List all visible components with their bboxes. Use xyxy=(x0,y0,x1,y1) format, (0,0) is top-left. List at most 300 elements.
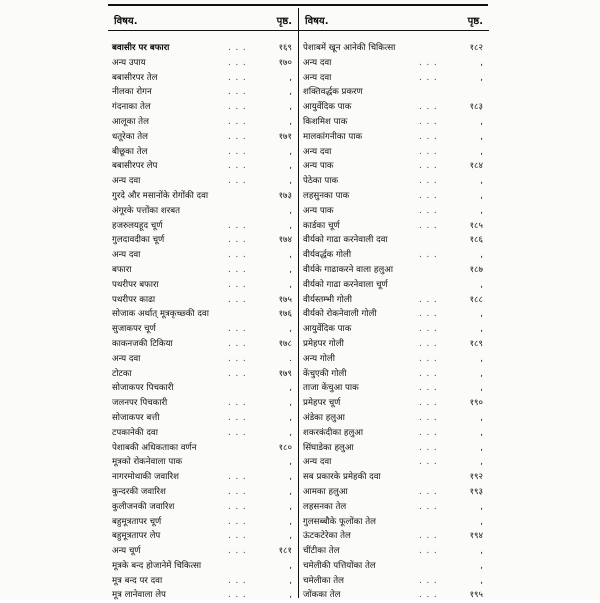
index-entry xyxy=(299,130,489,145)
entry-page-number: . xyxy=(289,353,292,364)
entry-page-number: १७५ xyxy=(278,294,292,305)
index-table xyxy=(108,8,488,601)
index-entry xyxy=(299,337,489,352)
entry-title: सब प्रकारके प्रमेहकी दवा xyxy=(303,472,381,483)
left-entry-list xyxy=(108,31,298,603)
entry-title: बीछूका तेल xyxy=(112,146,148,157)
entry-leader-dots: . . . xyxy=(419,383,438,394)
right-column-header xyxy=(299,8,489,31)
index-entry xyxy=(108,159,298,174)
entry-leader-dots: . . . xyxy=(419,146,438,157)
entry-page-number: १७९ xyxy=(278,368,292,379)
entry-leader-dots: . . . xyxy=(419,338,438,349)
entry-page-number: , xyxy=(480,501,483,512)
index-entry xyxy=(108,529,298,544)
entry-page-number: , xyxy=(480,575,483,586)
entry-title: जोंकका तेल xyxy=(303,590,341,601)
index-entry xyxy=(108,174,298,189)
entry-page-number: , xyxy=(480,324,483,335)
subject-heading: विषय. xyxy=(305,16,329,27)
index-entry xyxy=(299,544,489,559)
entry-title: सोजाक अर्थात् मूत्रकृच्छ्की दवा xyxy=(112,309,209,320)
entry-title: किशमिश पाक xyxy=(303,116,348,127)
entry-title: आयुर्वेदिक पाक xyxy=(303,102,352,113)
entry-title: बवासीर पर बफारा xyxy=(112,43,170,53)
entry-leader-dots: . . . xyxy=(228,43,247,53)
index-entry xyxy=(108,100,298,115)
entry-leader-dots: . . . xyxy=(419,531,438,542)
entry-page-number: , xyxy=(289,457,292,468)
index-entry xyxy=(299,441,489,456)
entry-page-number: , xyxy=(289,575,292,586)
entry-title: धतूरेका तेल xyxy=(112,131,148,142)
entry-page-number: , xyxy=(289,161,292,172)
entry-title: अन्य दवा xyxy=(112,353,141,364)
entry-title: शकरकंदीका हलुआ xyxy=(303,427,364,438)
index-entry xyxy=(299,233,489,248)
index-entry xyxy=(108,426,298,441)
entry-page-number: १८६ xyxy=(469,235,483,246)
entry-title: चमेलीकी पत्तियोंका तेल xyxy=(303,560,376,571)
entry-leader-dots: . . . xyxy=(228,220,247,231)
entry-leader-dots: . . . xyxy=(228,72,247,83)
index-entry xyxy=(299,115,489,130)
index-entry xyxy=(108,41,298,56)
entry-title: लहसनका तेल xyxy=(303,501,347,512)
entry-page-number: १९० xyxy=(469,398,483,409)
entry-leader-dots: . . . xyxy=(228,264,247,275)
index-entry xyxy=(299,71,489,86)
entry-title: वीर्यवर्द्धक गोली xyxy=(303,250,352,261)
entry-title: चमेलीका तेल xyxy=(303,575,344,586)
entry-title: अन्य दवा xyxy=(112,250,141,261)
index-entry xyxy=(299,322,489,337)
entry-page-number: १९५ xyxy=(469,590,483,601)
entry-page-number: , xyxy=(480,72,483,83)
entry-leader-dots: . . . xyxy=(228,250,247,261)
entry-leader-dots: . . . xyxy=(419,176,438,187)
entry-title: ऊंटकटेरेका तेल xyxy=(303,531,351,542)
index-entry xyxy=(299,145,489,160)
entry-page-number: , xyxy=(289,116,292,127)
index-entry xyxy=(108,337,298,352)
index-entry xyxy=(299,426,489,441)
entry-page-number: १९४ xyxy=(469,531,483,542)
entry-leader-dots: . . . xyxy=(228,546,247,557)
top-rule xyxy=(108,4,488,6)
entry-leader-dots: . . . xyxy=(228,338,247,349)
index-entry xyxy=(108,189,298,204)
entry-title: पेशाबकी अधिकताका वर्णन xyxy=(112,442,197,453)
entry-title: सोजाकपर बत्ती xyxy=(112,412,160,423)
entry-title: वीर्यस्तम्भी गोली xyxy=(303,294,352,305)
page-heading: पृष्ठ. xyxy=(467,16,483,27)
index-entry xyxy=(108,588,298,603)
entry-title: जलनपर पिचकारी xyxy=(112,398,168,409)
entry-title: टपकानेकी दवा xyxy=(112,427,158,438)
left-column-header xyxy=(108,8,298,31)
entry-title: मालकांगनीका पाक xyxy=(303,131,363,142)
index-entry xyxy=(108,381,298,396)
entry-leader-dots: . . . xyxy=(419,398,438,409)
entry-page-number: , xyxy=(480,309,483,320)
entry-page-number: , xyxy=(289,590,292,601)
index-entry xyxy=(108,115,298,130)
entry-page-number: , xyxy=(289,560,292,571)
entry-title: हजरुलयहूद चूर्ण xyxy=(112,220,163,231)
entry-leader-dots: . . . xyxy=(228,516,247,527)
entry-leader-dots: . . . xyxy=(228,279,247,290)
index-entry xyxy=(299,500,489,515)
index-entry xyxy=(108,470,298,485)
entry-page-number: १९२ xyxy=(469,472,483,483)
entry-title: वीर्यको गाढा करनेवाला चूर्ण xyxy=(303,279,388,290)
index-entry xyxy=(108,559,298,574)
index-entry xyxy=(299,248,489,263)
index-entry xyxy=(299,352,489,367)
entry-page-number: , xyxy=(289,531,292,542)
index-entry xyxy=(108,500,298,515)
entry-title: अन्य चूर्ण xyxy=(112,546,141,557)
index-entry xyxy=(299,529,489,544)
entry-leader-dots: . . . xyxy=(419,368,438,379)
entry-leader-dots: . . . xyxy=(419,501,438,512)
entry-title: सिंघाडेका हलुआ xyxy=(303,442,354,453)
index-entry xyxy=(299,411,489,426)
index-entry xyxy=(299,204,489,219)
entry-title: पेठेका पाक xyxy=(303,176,339,187)
entry-title: अन्य गोली xyxy=(303,353,335,364)
entry-leader-dots: . . . xyxy=(228,87,247,98)
entry-title: बबासीरपर तेल xyxy=(112,72,158,83)
entry-title: आलूका तेल xyxy=(112,116,149,127)
entry-leader-dots: . . . xyxy=(419,294,438,305)
entry-title: मूत्र लानेवाला लेप xyxy=(112,590,166,601)
entry-page-number: , xyxy=(480,250,483,261)
entry-leader-dots: . . . xyxy=(228,176,247,187)
entry-page-number: , xyxy=(480,427,483,438)
entry-leader-dots: . . . xyxy=(228,116,247,127)
entry-leader-dots: . . . xyxy=(419,575,438,586)
entry-page-number: , xyxy=(289,427,292,438)
entry-title: अन्य दवा xyxy=(303,57,332,68)
entry-page-number: १८८ xyxy=(469,294,483,305)
index-entry xyxy=(299,293,489,308)
entry-leader-dots: . . . xyxy=(228,427,247,438)
entry-title: आयुर्वेदिक पाक xyxy=(303,324,352,335)
index-entry xyxy=(299,159,489,174)
entry-title: वीर्यको गाढा करनेवाली दवा xyxy=(303,235,388,246)
entry-leader-dots: . . . xyxy=(419,220,438,231)
entry-title: सोजाकपर पिचकारी xyxy=(112,383,174,394)
entry-page-number: १८४ xyxy=(469,161,483,172)
entry-leader-dots: . . . xyxy=(419,546,438,557)
index-entry xyxy=(299,485,489,500)
entry-title: बहुमूत्रतापर चूर्ण xyxy=(112,516,162,527)
entry-page-number: , xyxy=(480,146,483,157)
index-entry xyxy=(299,278,489,293)
entry-title: अंगूरके पत्तोंका शरबत xyxy=(112,205,181,216)
entry-page-number: , xyxy=(480,546,483,557)
entry-title: अन्य दवा xyxy=(112,176,141,187)
entry-leader-dots: . . . xyxy=(419,57,438,68)
entry-title: अन्य पाक xyxy=(303,205,334,216)
index-entry xyxy=(108,411,298,426)
entry-page-number: , xyxy=(289,398,292,409)
index-entry xyxy=(299,515,489,530)
entry-leader-dots: . . . xyxy=(419,324,438,335)
entry-page-number: , xyxy=(289,279,292,290)
index-entry xyxy=(108,455,298,470)
entry-page-number: १८१ xyxy=(278,546,292,557)
entry-leader-dots: . . . xyxy=(419,457,438,468)
entry-title: ताजा केंचुआ पाक xyxy=(303,383,359,394)
index-entry xyxy=(108,367,298,382)
entry-title: कार्डका चूर्ण xyxy=(303,220,340,231)
entry-title: प्रमेहपर चूर्ण xyxy=(303,398,341,409)
index-entry xyxy=(108,396,298,411)
index-entry xyxy=(108,352,298,367)
entry-leader-dots: . . . xyxy=(228,472,247,483)
entry-title: आमका हलुआ xyxy=(303,486,348,497)
entry-title: बबासीरपर लेप xyxy=(112,161,158,172)
index-entry xyxy=(108,219,298,234)
entry-title: कुन्दरकी जवारिश xyxy=(112,486,166,497)
index-entry xyxy=(299,189,489,204)
entry-title: अन्य पाक xyxy=(303,161,334,172)
entry-title: पेशाबमें खून आनेकी चिकित्सा xyxy=(303,43,396,53)
entry-page-number: १८२ xyxy=(469,43,483,53)
entry-page-number: , xyxy=(289,486,292,497)
index-entry xyxy=(108,441,298,456)
entry-title: गंदनाका तेल xyxy=(112,102,151,113)
entry-page-number: १८५ xyxy=(469,220,483,231)
index-entry xyxy=(299,574,489,589)
entry-title: अन्य दवा xyxy=(303,457,332,468)
entry-leader-dots: . . . xyxy=(228,412,247,423)
entry-leader-dots: . . . xyxy=(228,501,247,512)
entry-title: गुलदावदीका चूर्ण xyxy=(112,235,165,246)
entry-page-number: १७१ xyxy=(278,131,292,142)
index-entry xyxy=(108,204,298,219)
entry-page-number: , xyxy=(480,190,483,201)
entry-title: प्रमेहपर गोली xyxy=(303,338,344,349)
entry-page-number: , xyxy=(480,516,483,527)
index-entry xyxy=(299,381,489,396)
entry-page-number: , xyxy=(289,383,292,394)
entry-leader-dots: . . . xyxy=(419,190,438,201)
entry-title: वीर्यके गाढाकरने वाला हलुआ xyxy=(303,264,394,275)
index-entry xyxy=(108,574,298,589)
index-entry xyxy=(108,233,298,248)
index-entry xyxy=(108,263,298,278)
entry-leader-dots: . . . xyxy=(228,486,247,497)
entry-page-number: , xyxy=(289,205,292,216)
entry-page-number: , xyxy=(289,146,292,157)
entry-leader-dots: . . . xyxy=(228,590,247,601)
index-entry xyxy=(108,293,298,308)
entry-title: चींटीका तेल xyxy=(303,546,340,557)
entry-leader-dots: . . . xyxy=(228,353,247,364)
entry-leader-dots: . . . xyxy=(419,442,438,453)
entry-title: मूत्र बन्द पर दवा xyxy=(112,575,163,586)
index-entry xyxy=(108,278,298,293)
entry-title: केंचुएकी गोली xyxy=(303,368,347,379)
entry-page-number: १९३ xyxy=(469,486,483,497)
index-entry xyxy=(299,470,489,485)
index-entry xyxy=(108,85,298,100)
entry-leader-dots: . . . xyxy=(228,235,247,246)
entry-leader-dots: . . . xyxy=(419,161,438,172)
subject-heading: विषय. xyxy=(114,16,138,27)
entry-title: कुलीजनकी जवारिश xyxy=(112,501,175,512)
entry-page-number: १७० xyxy=(278,57,292,68)
entry-page-number: १७६ xyxy=(278,309,292,320)
index-entry xyxy=(299,559,489,574)
entry-leader-dots: . . . xyxy=(228,57,247,68)
entry-page-number: १८० xyxy=(278,442,292,453)
entry-page-number: १७३ xyxy=(278,190,292,201)
entry-leader-dots: . . . xyxy=(419,250,438,261)
entry-page-number: , xyxy=(289,324,292,335)
index-entry xyxy=(108,248,298,263)
entry-page-number: , xyxy=(289,102,292,113)
entry-page-number: , xyxy=(480,560,483,571)
entry-leader-dots: . . . xyxy=(228,324,247,335)
entry-title: अन्य दवा xyxy=(303,72,332,83)
index-entry xyxy=(108,544,298,559)
entry-title: टोटका xyxy=(112,368,132,379)
entry-title: बफारा xyxy=(112,264,132,275)
index-entry xyxy=(108,307,298,322)
entry-page-number: , xyxy=(289,516,292,527)
entry-title: गुलसब्बौके फूलोंका तेल xyxy=(303,516,376,527)
index-entry xyxy=(108,515,298,530)
entry-page-number: , xyxy=(289,250,292,261)
entry-title: वीर्यको रोकनेवाली गोली xyxy=(303,309,377,320)
entry-page-number: , xyxy=(289,87,292,98)
entry-page-number: , xyxy=(480,176,483,187)
entry-title: बहुमूत्रतापर लेप xyxy=(112,531,161,542)
entry-title: अन्य उपाय xyxy=(112,57,146,68)
index-entry xyxy=(108,130,298,145)
entry-title: मूत्रके बन्द होजानेमें चिकित्सा xyxy=(112,560,202,571)
index-entry xyxy=(299,85,489,100)
entry-page-number: , xyxy=(480,383,483,394)
index-entry xyxy=(299,307,489,322)
entry-page-number: , xyxy=(480,116,483,127)
entry-page-number: , xyxy=(480,205,483,216)
entry-title: नागरमोथाकी जवारिश xyxy=(112,472,179,483)
entry-leader-dots: . . . xyxy=(228,575,247,586)
entry-title: गुरदे और मसानोंके रोगोंकी दवा xyxy=(112,190,209,201)
entry-title: शक्तिवर्द्धक प्रकरण xyxy=(303,87,363,98)
entry-page-number: , xyxy=(480,442,483,453)
entry-page-number: १७४ xyxy=(278,235,292,246)
index-entry xyxy=(108,322,298,337)
index-entry xyxy=(299,219,489,234)
index-entry xyxy=(299,56,489,71)
entry-page-number: , xyxy=(289,220,292,231)
index-entry xyxy=(299,367,489,382)
entry-page-number: , xyxy=(289,501,292,512)
entry-page-number: , xyxy=(480,368,483,379)
index-entry xyxy=(299,263,489,278)
entry-leader-dots: . . . xyxy=(419,590,438,601)
index-entry xyxy=(108,145,298,160)
entry-leader-dots: . . . xyxy=(419,427,438,438)
entry-leader-dots: . . . xyxy=(228,398,247,409)
index-entry xyxy=(299,174,489,189)
entry-leader-dots: . . . xyxy=(419,102,438,113)
entry-page-number: , xyxy=(480,57,483,68)
entry-leader-dots: . . . xyxy=(228,368,247,379)
entry-title: अंडेका हलुआ xyxy=(303,412,345,423)
entry-leader-dots: . . . xyxy=(419,72,438,83)
entry-page-number: १८३ xyxy=(469,102,483,113)
entry-leader-dots: . . . xyxy=(228,131,247,142)
entry-leader-dots: . . . xyxy=(419,486,438,497)
entry-leader-dots: . . . xyxy=(228,102,247,113)
entry-title: काकनजकी टिकिया xyxy=(112,338,173,349)
entry-leader-dots: . . . xyxy=(419,116,438,127)
entry-title: लहसुनका पाक xyxy=(303,190,350,201)
entry-leader-dots: . . . xyxy=(419,131,438,142)
entry-page-number: , xyxy=(289,176,292,187)
index-entry xyxy=(299,588,489,603)
index-entry xyxy=(299,41,489,56)
entry-leader-dots: . . . xyxy=(228,531,247,542)
index-entry xyxy=(299,396,489,411)
entry-leader-dots: . . . xyxy=(419,309,438,320)
entry-title: सुजाकपर चूर्ण xyxy=(112,324,156,335)
entry-leader-dots: . . . xyxy=(228,294,247,305)
entry-title: मूत्रको रोकनेवाला पाक xyxy=(112,457,183,468)
left-column xyxy=(108,8,298,601)
entry-page-number: , xyxy=(480,412,483,423)
entry-page-number: १६९ xyxy=(278,43,292,53)
entry-title: नीलका रोगन xyxy=(112,87,152,98)
entry-page-number: १७८ xyxy=(278,338,292,349)
entry-title: पथरीपर काढा xyxy=(112,294,156,305)
entry-leader-dots: . . . xyxy=(419,412,438,423)
entry-page-number: , xyxy=(480,353,483,364)
entry-page-number: १८९ xyxy=(469,338,483,349)
entry-page-number: , xyxy=(480,131,483,142)
index-entry xyxy=(299,100,489,115)
entry-title: अन्य दवा xyxy=(303,146,332,157)
entry-page-number: , xyxy=(289,472,292,483)
entry-page-number: , xyxy=(289,412,292,423)
entry-leader-dots: . . . xyxy=(419,353,438,364)
entry-leader-dots: . . . xyxy=(419,205,438,216)
index-entry xyxy=(108,485,298,500)
entry-page-number: , xyxy=(480,279,483,290)
entry-page-number: , xyxy=(289,72,292,83)
entry-page-number: , xyxy=(480,457,483,468)
entry-title: पथरीपर बफारा xyxy=(112,279,159,290)
entry-page-number: , xyxy=(289,264,292,275)
index-entry xyxy=(108,71,298,86)
right-column xyxy=(298,8,489,601)
entry-page-number: १८७ xyxy=(469,264,483,275)
entry-leader-dots: . . . xyxy=(228,161,247,172)
right-entry-list xyxy=(299,31,489,603)
index-entry xyxy=(108,56,298,71)
entry-leader-dots: . . . xyxy=(228,146,247,157)
page-heading: पृष्ठ. xyxy=(276,16,292,27)
index-entry xyxy=(299,455,489,470)
